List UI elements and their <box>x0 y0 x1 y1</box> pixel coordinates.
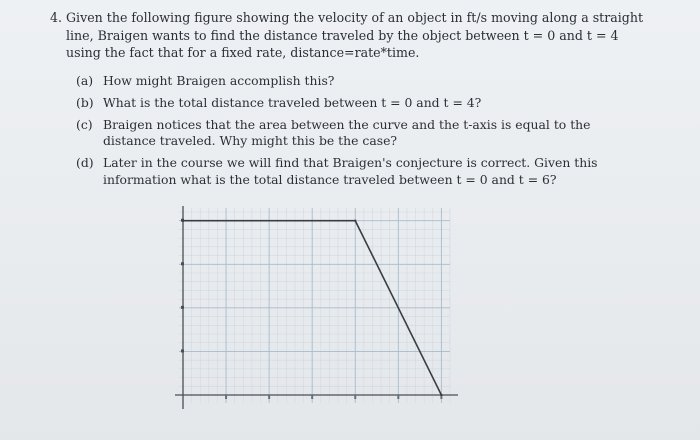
problem-number: 4. <box>50 10 63 25</box>
graph-grid-major <box>179 208 450 403</box>
y-tick-mark <box>181 262 184 265</box>
part-label: (c) <box>76 116 93 132</box>
part-c <box>76 117 636 151</box>
velocity-point <box>440 394 442 396</box>
part-label: (a) <box>76 73 94 88</box>
part-a <box>76 73 636 90</box>
graph-grid-minor <box>179 208 450 403</box>
x-tick-mark <box>225 395 227 399</box>
problem-statement <box>50 9 650 62</box>
x-tick-mark <box>311 395 313 399</box>
part-text: Braigen notices that the area between the curve and the t-axis is equal to the distance traveled. Why might this be the case? <box>103 116 591 149</box>
y-tick-mark <box>181 349 184 352</box>
problem-text: Given the following figure showing the velocity of an object in ft/s moving along a straight line, Braigen wants to find the distance traveled by the object between t = 0 and t = 4 using the fact that for a fixed rate, distance=rate*time. <box>66 10 644 60</box>
velocity-graph <box>165 190 475 435</box>
x-tick-mark <box>354 395 356 399</box>
x-tick-mark <box>397 395 399 399</box>
part-d <box>76 155 636 189</box>
part-b <box>76 95 636 112</box>
x-tick-mark <box>268 395 270 399</box>
graph-ticks <box>181 219 442 399</box>
part-text: How might Braigen accomplish this? <box>103 73 335 88</box>
part-label: (d) <box>76 155 94 171</box>
part-text: Later in the course we will find that Braigen's conjecture is correct. Given this information what is the total distance traveled between t = 0 and t = 6? <box>103 155 598 187</box>
part-text: What is the total distance traveled between t = 0 and t = 4? <box>103 94 482 110</box>
velocity-point <box>182 220 184 222</box>
question-parts <box>76 73 636 194</box>
y-tick-mark <box>181 306 184 309</box>
velocity-point <box>354 220 356 222</box>
part-label: (b) <box>76 94 94 110</box>
